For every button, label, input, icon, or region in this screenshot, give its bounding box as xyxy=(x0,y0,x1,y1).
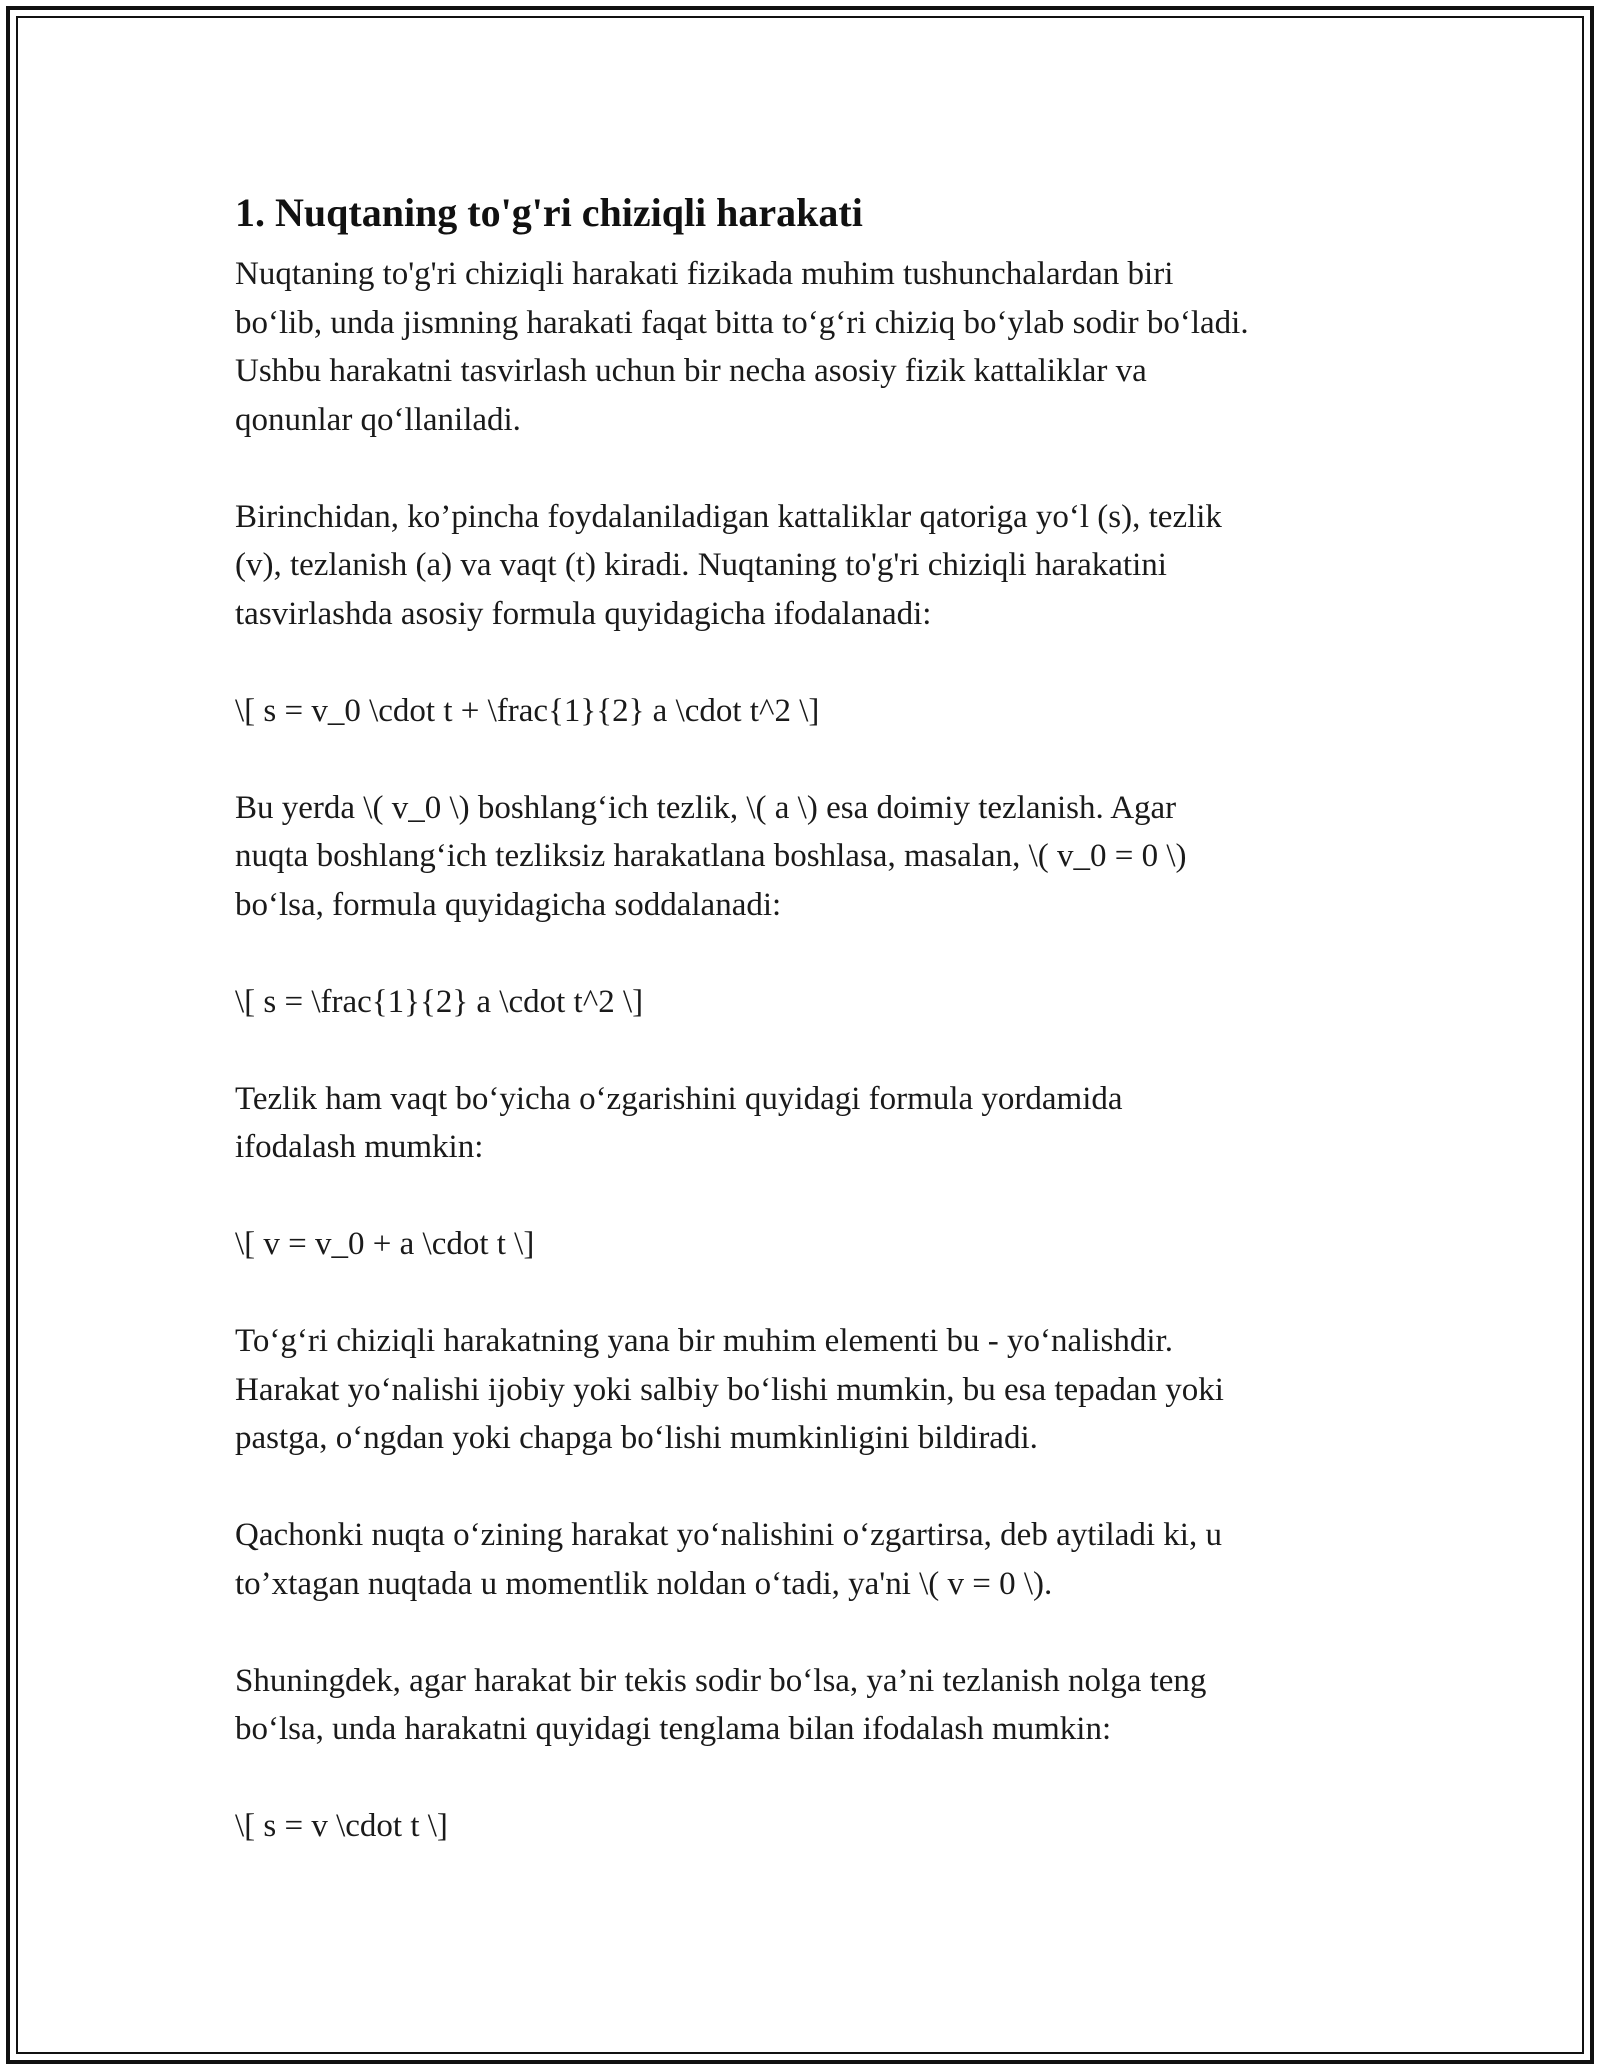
formula-block xyxy=(235,687,1395,736)
paragraph-line: (v), tezlanish (a) va vaqt (t) kiradi. Nuqtaning to'g'ri chiziqli harakatini xyxy=(235,547,1167,583)
paragraph xyxy=(235,493,1395,639)
paragraph-line: bo‘lsa, unda harakatni quyidagi tenglama bilan ifodalash mumkin: xyxy=(235,1711,1112,1747)
paragraph-line: to’xtagan nuqtada u momentlik noldan o‘tadi, ya'ni \( v = 0 \). xyxy=(235,1565,1053,1602)
paragraph-line: pastga, o‘ngdan yoki chapga bo‘lishi mumkinligini bildiradi. xyxy=(235,1420,1038,1456)
paragraph xyxy=(235,250,1395,444)
paragraph-line: qonunlar qo‘llaniladi. xyxy=(235,401,521,438)
paragraph-line: Tezlik ham vaqt bo‘yicha o‘zgarishini quyidagi formula yordamida xyxy=(235,1080,1123,1117)
document-body xyxy=(235,186,1395,1899)
section-heading: 1. Nuqtaning to'g'ri chiziqli harakati xyxy=(235,190,863,235)
formula-text: \[ s = \frac{1}{2} a \cdot t^2 \] xyxy=(235,983,644,1020)
paragraph xyxy=(235,1317,1395,1463)
paragraph-line: Shuningdek, agar harakat bir tekis sodir bo‘lsa, ya’ni tezlanish nolga teng xyxy=(235,1662,1207,1699)
document-blocks xyxy=(235,250,1395,1851)
formula-text: \[ s = v \cdot t \] xyxy=(235,1808,448,1844)
paragraph-line: ifodalash mumkin: xyxy=(235,1129,484,1165)
paragraph-line: To‘g‘ri chiziqli harakatning yana bir muhim elementi bu - yo‘nalishdir. xyxy=(235,1323,1173,1359)
paragraph-line: tasvirlashda asosiy formula quyidagicha ifodalanadi: xyxy=(235,595,932,632)
formula-text: \[ v = v_0 + a \cdot t \] xyxy=(235,1226,535,1262)
paragraph-line: Ushbu harakatni tasvirlash uchun bir necha asosiy fizik kattaliklar va xyxy=(235,353,1147,389)
formula-block xyxy=(235,1220,1395,1269)
paragraph xyxy=(235,1657,1395,1754)
paragraph xyxy=(235,1511,1395,1608)
paragraph-line: Birinchidan, ko’pincha foydalaniladigan kattaliklar qatoriga yo‘l (s), tezlik xyxy=(235,498,1222,535)
paragraph xyxy=(235,784,1395,930)
paragraph-line: Qachonki nuqta o‘zining harakat yo‘nalishini o‘zgartirsa, deb aytiladi ki, u xyxy=(235,1517,1222,1553)
paragraph-line: Bu yerda \( v_0 \) boshlang‘ich tezlik, \( a \) esa doimiy tezlanish. Agar xyxy=(235,789,1177,826)
paragraph-line: Harakat yo‘nalishi ijobiy yoki salbiy bo‘lishi mumkin, bu esa tepadan yoki xyxy=(235,1371,1224,1408)
formula-text: \[ s = v_0 \cdot t + \frac{1}{2} a \cdot t^2 \] xyxy=(235,692,820,729)
paragraph-line: bo‘lib, unda jismning harakati faqat bitta to‘g‘ri chiziq bo‘ylab sodir bo‘ladi. xyxy=(235,304,1249,341)
formula-block xyxy=(235,1802,1395,1851)
formula-block xyxy=(235,978,1395,1027)
paragraph xyxy=(235,1075,1395,1172)
paragraph-line: nuqta boshlang‘ich tezliksiz harakatlana boshlasa, masalan, \( v_0 = 0 \) xyxy=(235,838,1187,874)
paragraph-line: bo‘lsa, formula quyidagicha soddalanadi: xyxy=(235,886,782,923)
paragraph-line: Nuqtaning to'g'ri chiziqli harakati fizikada muhim tushunchalardan biri xyxy=(235,256,1174,292)
